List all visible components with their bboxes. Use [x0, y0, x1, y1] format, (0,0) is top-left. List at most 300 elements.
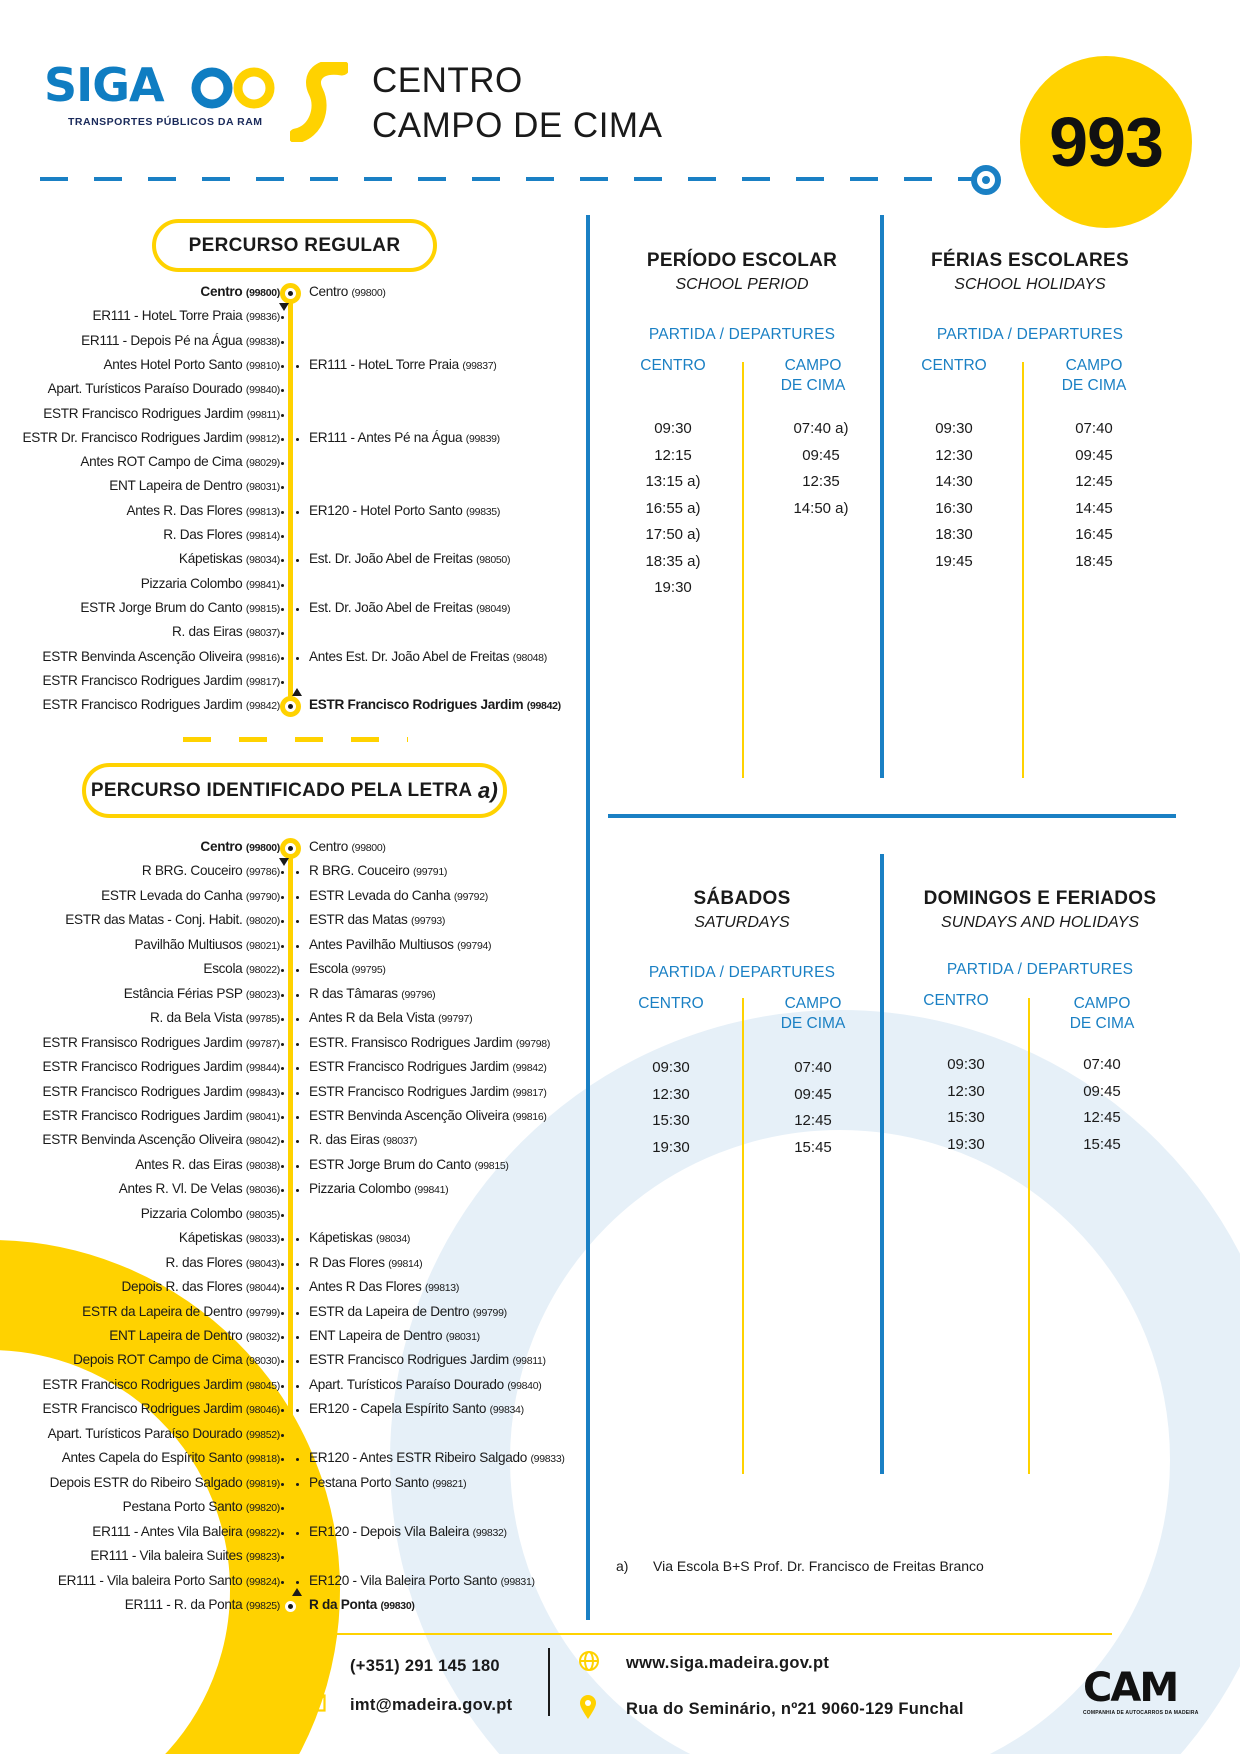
stop-name: Antes R Das Flores	[309, 1279, 425, 1295]
stop-name: ESTR Benvinda Ascenção Oliveira	[309, 1107, 513, 1123]
return-stop	[309, 1084, 547, 1099]
direction-up-arrow-icon	[292, 688, 302, 696]
stop-marker-dot	[296, 1043, 299, 1046]
return-stop	[309, 430, 500, 445]
stop-marker-dot	[281, 1092, 284, 1095]
return-stop	[309, 1475, 466, 1490]
outbound-stop	[42, 1059, 280, 1074]
stop-name: R BRG. Couceiro	[309, 863, 413, 879]
outbound-stop	[179, 1230, 280, 1245]
stop-code: (99833)	[530, 1453, 565, 1466]
stop-marker-dot	[296, 438, 299, 441]
outbound-stop	[141, 576, 280, 591]
stop-code: (99839)	[465, 432, 500, 445]
stop-code: (99814)	[388, 1257, 423, 1270]
saturdays-campo-times	[762, 1059, 864, 1165]
outbound-stop	[124, 986, 280, 1001]
school-col-campo-line2: DE CIMA	[780, 377, 846, 394]
footnote-key: a)	[616, 1558, 629, 1574]
return-stop	[309, 1328, 480, 1343]
footnote	[616, 1558, 984, 1574]
departure-time: 12:45	[794, 1112, 832, 1129]
outbound-stop	[82, 1304, 280, 1319]
stop-name: Centro	[200, 284, 246, 299]
outbound-stop	[42, 1035, 280, 1050]
stop-name: Centro	[309, 839, 352, 854]
outbound-stop	[142, 863, 280, 878]
stop-name: Kápetiskas	[178, 1230, 246, 1246]
route-line	[288, 293, 293, 706]
stop-name: ESTR Francisco Rodrigues Jardim	[42, 1401, 246, 1417]
return-stop	[309, 503, 500, 518]
route-start-node-icon	[280, 838, 301, 859]
stop-code: (99813)	[424, 1282, 460, 1295]
return-stop	[309, 1450, 565, 1465]
stop-code: (99842)	[245, 700, 280, 713]
outbound-stop	[122, 1279, 281, 1294]
stop-code: (98045)	[245, 1379, 280, 1392]
stop-name: ER111 - R. da Ponta	[124, 1596, 246, 1612]
stop-code: (98021)	[245, 939, 280, 952]
stop-code: (98036)	[245, 1184, 280, 1197]
saturdays-col-campo-line1: CAMPO	[784, 995, 842, 1012]
stop-code: (99824)	[245, 1575, 280, 1588]
departure-time: 09:30	[654, 420, 692, 437]
outbound-stop	[101, 888, 280, 903]
outbound-stop	[65, 912, 280, 927]
stop-code: (98035)	[245, 1208, 280, 1221]
stop-name: R. das Flores	[165, 1254, 246, 1270]
departure-time: 18:30	[935, 526, 973, 543]
sundays-departures-label: PARTIDA / DEPARTURES	[946, 961, 1134, 978]
stop-marker-dot	[296, 1287, 299, 1290]
stop-name: R. da Bela Vista	[150, 1010, 246, 1026]
stop-code: (98020)	[245, 915, 280, 928]
section-dashed-divider	[183, 737, 408, 742]
stop-code: (99817)	[245, 675, 280, 688]
outbound-stop	[42, 1401, 280, 1416]
stop-code: (99794)	[457, 939, 492, 952]
stop-name: ESTR Francisco Rodrigues Jardim	[309, 1059, 513, 1075]
stop-marker-dot	[296, 559, 299, 562]
stop-marker-dot	[296, 945, 299, 948]
siga-s-icon	[290, 62, 348, 142]
stop-name: Pizzaria Colombo	[309, 1181, 415, 1197]
holidays-col-campo	[1044, 356, 1144, 396]
stop-name: ER111 - Vila baleira Porto Santo	[57, 1572, 246, 1588]
school-period-title: PERÍODO ESCOLAR	[646, 250, 838, 271]
stop-name: Antes Hotel Porto Santo	[103, 356, 246, 372]
stop-code: (98034)	[245, 554, 280, 567]
stop-marker-dot	[281, 1581, 284, 1584]
stop-code: (99785)	[245, 1013, 280, 1026]
stop-name: ESTR Dr. Francisco Rodrigues Jardim	[22, 429, 246, 445]
stop-code: (99823)	[245, 1551, 280, 1564]
stop-code: (99840)	[245, 384, 280, 397]
location-pin-icon	[578, 1694, 608, 1725]
stop-name: ENT Lapeira de Dentro	[109, 478, 246, 494]
sundays-col-campo-line2: DE CIMA	[1069, 1015, 1135, 1032]
stop-name: Antes Pavilhão Multiusos	[309, 936, 458, 952]
stop-name: Antes Capela do Espírito Santo	[61, 1450, 246, 1466]
stop-code: (99798)	[515, 1037, 551, 1050]
stop-code: (99836)	[245, 311, 280, 324]
stop-code: (98033)	[245, 1233, 280, 1246]
return-stop	[309, 1279, 459, 1294]
return-stop	[309, 284, 386, 299]
stop-name: Kápetiskas	[178, 551, 246, 567]
departure-time: 16:45	[1075, 526, 1113, 543]
outbound-stop	[80, 454, 280, 469]
departure-time: 07:40	[1083, 1056, 1121, 1073]
stop-name: ESTR Levada do Canha	[309, 887, 454, 903]
stop-name: Antes R. das Eiras	[135, 1156, 246, 1172]
departure-time: 18:35 a)	[645, 552, 701, 570]
direction-down-arrow-icon	[279, 303, 289, 311]
return-stop	[309, 1108, 547, 1123]
stop-name: ESTR Francisco Rodrigues Jardim	[42, 697, 246, 713]
stop-marker-dot	[296, 657, 299, 660]
stop-code: (98049)	[476, 602, 511, 615]
stop-code: (99791)	[412, 866, 448, 879]
stop-name: ESTR Francisco Rodrigues Jardim	[42, 672, 246, 688]
sundays-campo-times	[1052, 1056, 1152, 1162]
stop-marker-dot	[281, 608, 284, 611]
stop-marker-dot	[281, 438, 284, 441]
departure-time: 18:45	[1075, 552, 1113, 570]
stop-marker-dot	[281, 462, 284, 465]
stop-code: (99792)	[453, 890, 488, 903]
stop-code: (98023)	[245, 988, 280, 1001]
outbound-stop	[200, 839, 280, 854]
stop-marker-dot	[281, 1165, 284, 1168]
stop-code: (99812)	[245, 432, 280, 445]
saturdays-col-campo-line2: DE CIMA	[780, 1015, 846, 1032]
stop-code: (99843)	[245, 1086, 280, 1099]
return-stop	[309, 1597, 415, 1612]
stop-name: ESTR Francisco Rodrigues Jardim	[42, 1376, 246, 1392]
return-stop	[309, 1059, 547, 1074]
stop-name: ESTR Francisco Rodrigues Jardim	[309, 697, 527, 713]
stop-code: (98043)	[245, 1257, 280, 1270]
outbound-stop	[141, 1206, 280, 1221]
outbound-stop	[42, 1084, 280, 1099]
stop-name: ER120 - Antes ESTR Ribeiro Salgado	[309, 1450, 531, 1466]
stop-code: (99786)	[245, 866, 280, 879]
stop-marker-dot	[296, 1140, 299, 1143]
stop-code: (98030)	[245, 1355, 280, 1368]
route-from: CENTRO	[372, 61, 523, 100]
stop-marker-dot	[296, 871, 299, 874]
stop-marker-dot	[281, 559, 284, 562]
sundays-col-centro: CENTRO	[923, 992, 989, 1009]
route-start-node-icon	[280, 283, 301, 304]
stop-name: Est. Dr. João Abel de Freitas	[309, 599, 477, 615]
sundays-title: DOMINGOS E FERIADOS	[923, 888, 1157, 909]
sundays-subtitle: SUNDAYS AND HOLIDAYS	[941, 914, 1139, 931]
stop-code: (99800)	[245, 842, 280, 854]
saturdays-column-divider	[742, 998, 744, 1474]
stop-marker-dot	[296, 1189, 299, 1192]
school-departures-label: PARTIDA / DEPARTURES	[648, 326, 836, 343]
sundays-col-campo-line1: CAMPO	[1073, 995, 1131, 1012]
route-end-node-icon	[280, 1596, 301, 1617]
stop-name: Antes R. Das Flores	[126, 502, 246, 518]
stop-code: (99835)	[465, 505, 501, 518]
return-stop	[309, 1181, 448, 1196]
stop-marker-dot	[281, 511, 284, 514]
saturdays-col-campo	[762, 994, 864, 1034]
departure-time: 09:45	[802, 446, 840, 464]
departure-time: 09:30	[935, 420, 973, 437]
stop-marker-dot	[281, 1532, 284, 1535]
stop-name: R Das Flores	[309, 1254, 389, 1270]
stop-name: Antes Est. Dr. João Abel de Freitas	[309, 648, 513, 664]
return-stop	[309, 551, 510, 566]
footer-vertical-divider	[548, 1648, 550, 1716]
outbound-stop	[81, 333, 280, 348]
stop-marker-dot	[281, 896, 284, 899]
outbound-stop	[42, 1132, 280, 1147]
return-stop	[309, 1304, 507, 1319]
route-line	[288, 848, 293, 1606]
outbound-stop	[203, 961, 280, 976]
stop-code: (99841)	[245, 578, 280, 591]
stop-code: (98022)	[245, 964, 280, 977]
outbound-stop	[42, 1108, 280, 1123]
stop-marker-dot	[281, 1434, 284, 1437]
grid-divider-top-middle	[880, 215, 884, 778]
outbound-stop	[92, 1524, 280, 1539]
stop-marker-dot	[296, 1360, 299, 1363]
school-col-centro: CENTRO	[640, 357, 706, 374]
stop-code: (98032)	[245, 1331, 280, 1343]
stop-marker-dot	[281, 316, 284, 319]
stop-marker-dot	[296, 608, 299, 611]
stop-name: ESTR das Matas	[309, 912, 412, 928]
stop-code: (99831)	[500, 1575, 535, 1588]
stop-code: (99842)	[526, 700, 561, 713]
stop-code: (99811)	[512, 1355, 546, 1368]
stop-code: (99815)	[474, 1159, 509, 1172]
grid-divider-horizontal	[608, 814, 1176, 818]
stop-code: (98031)	[445, 1331, 480, 1343]
logo-subtitle: TRANSPORTES PÚBLICOS DA RAM	[68, 116, 263, 128]
return-stop	[309, 1573, 535, 1588]
stop-name: ESTR da Lapeira de Dentro	[82, 1303, 246, 1319]
departure-time: 16:30	[935, 499, 973, 517]
variant-route-pill	[82, 763, 507, 818]
saturdays-title: SÁBADOS	[693, 888, 791, 909]
school-centro-times	[622, 420, 724, 606]
stop-code: (98037)	[382, 1135, 418, 1148]
holidays-departures-label: PARTIDA / DEPARTURES	[936, 326, 1124, 343]
stop-marker-dot	[296, 1067, 299, 1070]
school-holidays-header	[900, 250, 1160, 294]
stop-code: (98050)	[476, 554, 511, 567]
stop-name: R das Tâmaras	[309, 985, 402, 1001]
outbound-stop	[73, 1352, 280, 1367]
departure-time: 15:30	[947, 1109, 985, 1126]
stop-marker-dot	[296, 1238, 299, 1241]
stop-name: ESTR das Matas - Conj. Habit.	[65, 912, 246, 928]
school-column-divider	[742, 362, 744, 778]
stop-name: ER111 - Antes Pé na Água	[309, 429, 466, 445]
mail-icon	[302, 1694, 332, 1717]
outbound-stop	[135, 1157, 280, 1172]
stop-name: ESTR Levada do Canha	[101, 887, 246, 903]
stop-name: R. das Eiras	[171, 624, 246, 640]
stop-code: (99820)	[245, 1502, 280, 1515]
route-title	[372, 58, 662, 148]
stop-name: Apart. Turísticos Paraíso Dourado	[309, 1376, 508, 1392]
outbound-stop	[50, 1475, 280, 1490]
stop-code: (99800)	[351, 842, 386, 854]
return-stop	[309, 1035, 550, 1050]
departure-time: 15:30	[652, 1112, 690, 1129]
cam-logo-text: CAM	[1083, 1665, 1178, 1711]
stop-name: Kápetiskas	[309, 1230, 376, 1246]
stop-marker-dot	[281, 657, 284, 660]
stop-name: ESTR Benvinda Ascenção Oliveira	[42, 1132, 246, 1148]
stop-name: ESTR Francisco Rodrigues Jardim	[309, 1352, 513, 1368]
stop-code: (99841)	[414, 1184, 449, 1197]
stop-marker-dot	[281, 486, 284, 489]
stop-code: (99821)	[432, 1477, 467, 1490]
departure-time: 19:45	[935, 552, 973, 570]
stop-marker-dot	[281, 1018, 284, 1021]
return-stop	[309, 357, 496, 372]
stop-marker-dot	[281, 414, 284, 417]
school-period-header	[622, 250, 862, 294]
return-stop	[309, 912, 445, 927]
stop-code: (98041)	[245, 1110, 280, 1123]
sundays-centro-times	[916, 1056, 1016, 1162]
outbound-stop	[42, 649, 280, 664]
variant-route-title: PERCURSO IDENTIFICADO PELA LETRA	[90, 779, 473, 801]
departure-time: 17:50 a)	[645, 526, 701, 543]
stop-marker-dot	[281, 681, 284, 684]
return-stop	[309, 1230, 410, 1245]
stop-code: (98042)	[245, 1135, 280, 1148]
grid-divider-bottom-middle	[880, 854, 884, 1474]
departure-time: 09:45	[794, 1085, 832, 1103]
stop-name: ER111 - Vila baleira Suites	[90, 1548, 246, 1564]
stop-marker-dot	[296, 896, 299, 899]
stop-name: ER120 - Depois Vila Baleira	[309, 1523, 473, 1539]
stop-marker-dot	[281, 1043, 284, 1046]
outbound-stop	[109, 1328, 280, 1343]
stop-marker-dot	[281, 1336, 284, 1339]
stop-code: (99837)	[462, 359, 497, 372]
stop-name: Antes R da Bela Vista	[309, 1010, 439, 1026]
stop-marker-dot	[281, 1214, 284, 1217]
footer-website[interactable]	[578, 1650, 829, 1677]
stop-name: R BRG. Couceiro	[141, 863, 246, 879]
departure-time: 12:30	[947, 1082, 985, 1100]
stop-name: ESTR. Fransisco Rodrigues Jardim	[309, 1034, 516, 1050]
stop-marker-dot	[281, 584, 284, 587]
school-col-campo	[762, 356, 864, 396]
grid-divider-left	[586, 215, 590, 1620]
stop-marker-dot	[281, 341, 284, 344]
holidays-col-campo-line2: DE CIMA	[1061, 377, 1127, 394]
departure-time: 14:45	[1075, 499, 1113, 517]
logo-text: SIGA	[44, 58, 164, 112]
stop-code: (99800)	[245, 287, 280, 299]
stop-name: ER111 - HoteL Torre Praia	[309, 356, 463, 372]
stop-name: Depois ESTR do Ribeiro Salgado	[49, 1474, 246, 1490]
outbound-stop	[123, 1499, 280, 1514]
stop-name: Centro	[200, 839, 246, 854]
stop-marker-dot	[281, 1483, 284, 1486]
stop-code: (99844)	[245, 1062, 280, 1075]
stop-code: (99790)	[245, 890, 280, 903]
direction-down-arrow-icon	[279, 858, 289, 866]
stop-marker-dot	[296, 1018, 299, 1021]
outbound-stop	[150, 1010, 280, 1025]
departure-time: 09:30	[947, 1056, 985, 1073]
stop-marker-dot	[296, 1263, 299, 1266]
school-col-campo-line1: CAMPO	[784, 357, 842, 374]
stop-name: Est. Dr. João Abel de Freitas	[309, 551, 477, 567]
holidays-col-centro: CENTRO	[921, 357, 987, 374]
departure-time: 13:15 a)	[645, 473, 701, 490]
return-stop	[309, 863, 447, 878]
stop-code: (98038)	[245, 1159, 280, 1172]
stop-name: Escola	[309, 961, 352, 977]
outbound-stop	[48, 381, 280, 396]
footer-email[interactable]	[302, 1694, 512, 1717]
stop-code: (99811)	[246, 408, 280, 421]
stop-marker-dot	[296, 365, 299, 368]
outbound-stop	[42, 1377, 280, 1392]
stop-code: (99840)	[507, 1379, 542, 1392]
return-stop	[309, 1377, 541, 1392]
return-stop	[309, 937, 491, 952]
stop-code: (99815)	[245, 602, 280, 615]
outbound-stop	[90, 1548, 280, 1563]
holidays-col-campo-line1: CAMPO	[1065, 357, 1123, 374]
siga-logo	[44, 58, 263, 128]
stop-marker-dot	[281, 1140, 284, 1143]
stop-marker-dot	[296, 1092, 299, 1095]
departure-time: 12:30	[652, 1085, 690, 1103]
return-stop	[309, 888, 488, 903]
sundays-header	[900, 888, 1180, 932]
return-stop	[309, 839, 386, 854]
stop-name: Pestana Porto Santo	[309, 1474, 433, 1490]
stop-code: (98031)	[245, 481, 280, 494]
variant-route-letter: a)	[477, 777, 499, 803]
stop-code: (99797)	[438, 1013, 473, 1026]
stop-name: Depois ROT Campo de Cima	[73, 1352, 246, 1368]
stop-marker-dot	[296, 1116, 299, 1119]
return-stop	[309, 986, 435, 1001]
return-stop	[309, 1132, 417, 1147]
stop-name: Centro	[309, 284, 352, 299]
footer-phone[interactable]	[302, 1650, 500, 1683]
return-stop	[309, 1401, 524, 1416]
departure-time: 15:45	[1083, 1135, 1121, 1153]
globe-icon	[578, 1650, 608, 1677]
stop-marker-dot	[296, 994, 299, 997]
stop-marker-dot	[281, 389, 284, 392]
return-stop	[309, 649, 547, 664]
outbound-stop	[58, 1573, 280, 1588]
return-stop	[309, 1255, 422, 1270]
stop-name: ESTR Francisco Rodrigues Jardim	[43, 405, 247, 421]
